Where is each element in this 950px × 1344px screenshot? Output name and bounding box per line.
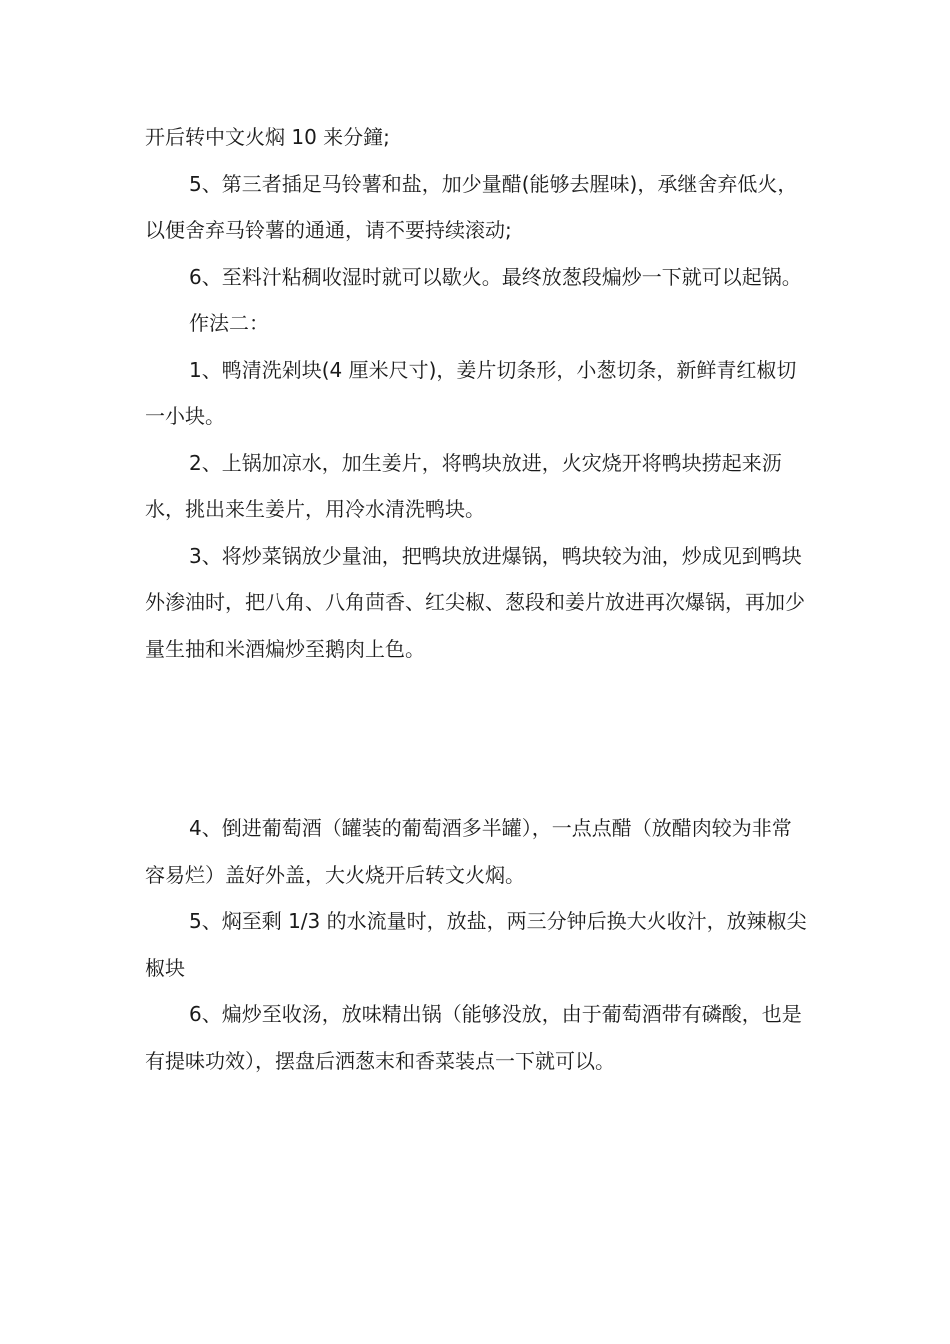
recipe-text-block-upper: [145, 114, 810, 672]
paragraph-method2-step-4: 4、倒进葡萄酒（罐装的葡萄酒多半罐），一点点醋（放醋肉较为非常容易烂）盖好外盖，大火烧开后转文火焖。: [145, 816, 792, 887]
paragraph-step-6: 6、至料汁粘稠收湿时就可以歇火。最终放葱段煸炒一下就可以起锅。: [189, 264, 802, 289]
paragraph-method2-step-2: 2、上锅加凉水，加生姜片，将鸭块放进，火灾烧开将鸭块捞起来沥水，挑出来生姜片，用冷水清洗鸭块。: [145, 450, 782, 521]
recipe-text-block-lower: [145, 805, 810, 1084]
paragraph-method2-step-1: 1、鸭清洗剁块(4 厘米尺寸)，姜片切条形，小葱切条，新鲜青红椒切一小块。: [145, 357, 797, 428]
paragraph-method2-step-3: 3、将炒菜锅放少量油，把鸭块放进爆锅，鸭块较为油，炒成见到鸭块外渗油时，把八角、八角茴香、红尖椒、葱段和姜片放进再次爆锅，再加少量生抽和米酒煸炒至鹅肉上色。: [145, 543, 805, 661]
paragraph-continuation: 开后转中文火焖 10 来分鐘;: [145, 125, 390, 149]
method-two-heading: 作法二：: [189, 311, 269, 335]
paragraph-step-5: 5、第三者插足马铃薯和盐，加少量醋(能够去腥味)，承继舍弃低火，以便舍弃马铃薯的通通，请不要持续滚动;: [145, 171, 798, 242]
paragraph-method2-step-5: 5、焖至剩 1/3 的水流量时，放盐，两三分钟后换大火收汁，放辣椒尖椒块: [145, 909, 807, 980]
paragraph-method2-step-6: 6、煸炒至收汤，放味精出锅（能够没放，由于葡萄酒带有磷酸，也是有提味功效），摆盘后洒葱末和香菜装点一下就可以。: [145, 1002, 802, 1073]
